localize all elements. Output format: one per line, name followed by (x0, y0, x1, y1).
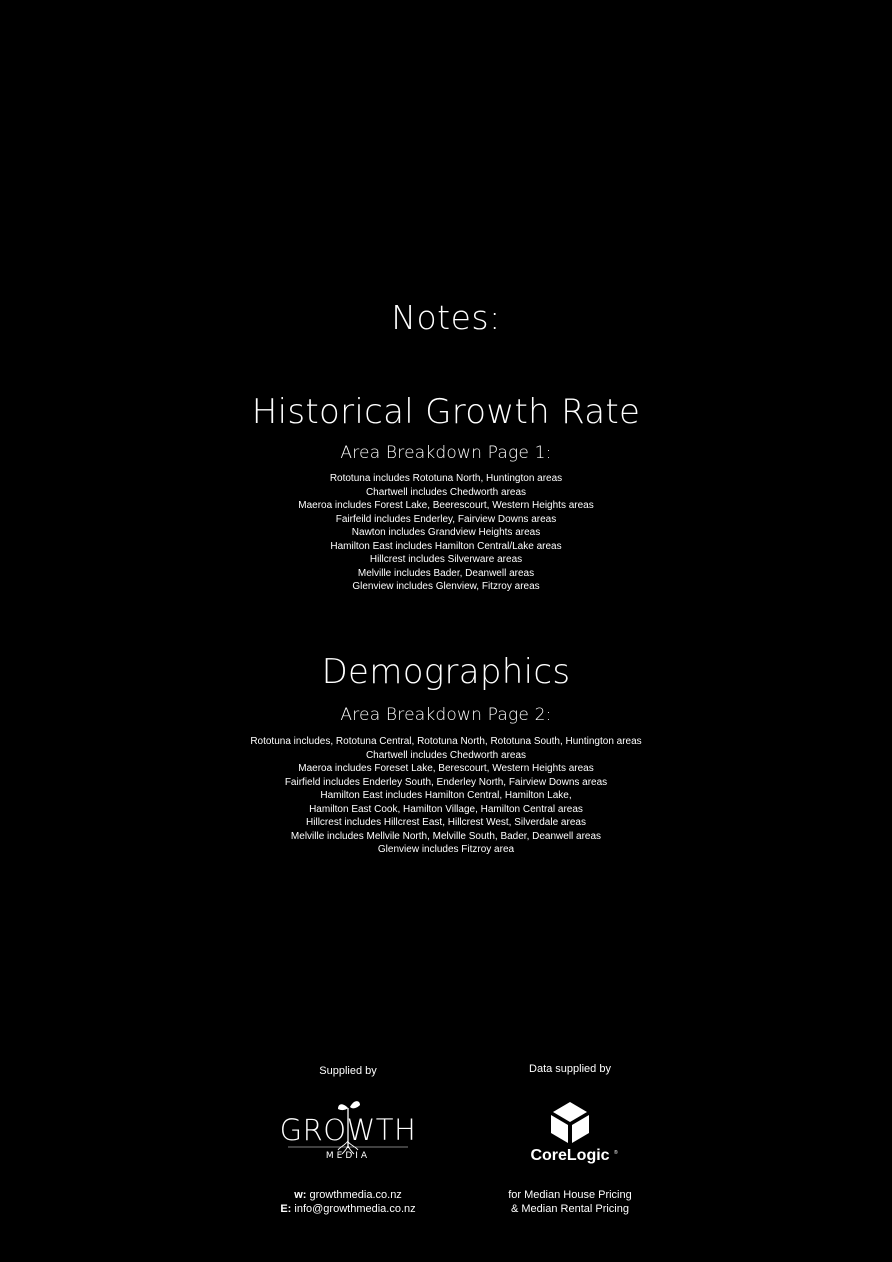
list-item: Hamilton East Cook, Hamilton Village, Hamilton Central areas (309, 803, 583, 815)
registered-mark: ® (614, 1150, 618, 1156)
list-item: Chartwell includes Chedworth areas (365, 749, 527, 761)
website-line: w: growthmedia.co.nz (294, 1189, 402, 1201)
pricing-line: for Median House Pricing (508, 1189, 632, 1201)
historical-growth-title: Historical Growth Rate (251, 392, 641, 432)
list-item: Hillcrest includes Hillcrest East, Hillcrest West, Silverdale areas (306, 817, 586, 828)
data-supplied-by-label: Data supplied by (529, 1063, 611, 1075)
notes-title: Notes: (391, 298, 501, 337)
demographics-area-subtitle: Area Breakdown Page 2: (340, 705, 552, 725)
growth-media-logo (278, 1096, 418, 1162)
demographics-area-list (0, 735, 892, 857)
corelogic-wordmark: CoreLogic (530, 1147, 610, 1164)
list-item: Glenview includes Glenview, Fitzroy areas (352, 581, 540, 592)
historical-area-subtitle: Area Breakdown Page 1: (340, 443, 552, 463)
list-item: Rototuna includes Rototuna North, Huntington areas (329, 473, 563, 484)
list-item: Fairfield includes Enderley South, Enderley North, Fairview Downs areas (284, 776, 608, 788)
demographics-title: Demographics (321, 652, 571, 692)
corelogic-credit (490, 1188, 650, 1216)
growth-wordmark: GROWTH (279, 1113, 417, 1147)
historical-area-list (0, 472, 892, 594)
growth-media-contact (248, 1188, 448, 1216)
supplied-by-label: Supplied by (319, 1065, 377, 1077)
website-link[interactable]: growthmedia.co.nz (309, 1189, 402, 1201)
list-item: Hamilton East includes Hamilton Central, Hamilton Lake, (320, 790, 572, 801)
list-item: Fairfeild includes Enderley, Fairview Downs areas (335, 513, 557, 525)
email-link[interactable]: info@growthmedia.co.nz (294, 1203, 416, 1215)
corelogic-cube-icon (551, 1102, 589, 1143)
list-item: Rototuna includes, Rototuna Central, Rototuna North, Rototuna South, Huntington areas (250, 736, 642, 747)
list-item: Maeroa includes Forest Lake, Beerescourt, Western Heights areas (298, 500, 594, 511)
list-item: Hillcrest includes Silverware areas (369, 554, 523, 565)
list-item: Chartwell includes Chedworth areas (365, 486, 527, 498)
pricing-line: & Median Rental Pricing (510, 1203, 629, 1215)
list-item: Melville includes Bader, Deanwell areas (357, 567, 535, 579)
corelogic-logo (520, 1100, 620, 1168)
email-line: E: info@growthmedia.co.nz (280, 1203, 416, 1215)
list-item: Nawton includes Grandview Heights areas (351, 527, 541, 538)
list-item: Maeroa includes Foreset Lake, Berescourt, Western Heights areas (298, 763, 594, 774)
list-item: Hamilton East includes Hamilton Central/Lake areas (330, 540, 562, 552)
media-wordmark: MEDIA (325, 1151, 371, 1161)
list-item: Glenview includes Fitzroy area (377, 844, 515, 855)
list-item: Melville includes Mellvile North, Melville South, Bader, Deanwell areas (290, 830, 602, 842)
